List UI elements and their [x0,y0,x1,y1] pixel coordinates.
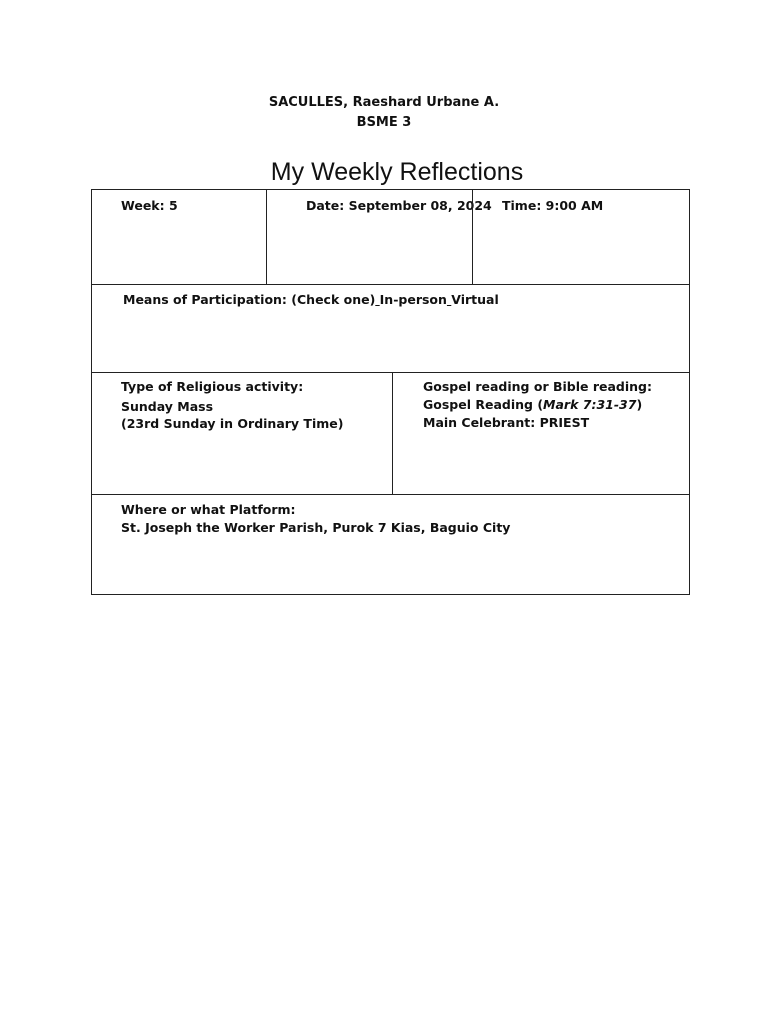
participation-option-virtual: Virtual [451,292,499,307]
reflection-form-table [91,189,690,595]
gospel-reading: Gospel Reading (Mark 7:31-37) [423,397,643,412]
cell-date [266,190,492,284]
activity-value-1: Sunday Mass [121,399,214,414]
row-participation [92,285,689,373]
student-course: BSME 3 [356,115,412,130]
activity-value-2: (23rd Sunday in Ordinary Time) [121,416,344,431]
cell-time [472,190,689,284]
platform-value: St. Joseph the Worker Parish, Purok 7 Kias, Baguio City [121,520,511,535]
participation-text [123,292,499,307]
participation-option-in-person: In-person [379,292,447,307]
cell-week [92,190,266,284]
activity-label: Type of Religious activity: [121,379,304,394]
platform-label: Where or what Platform: [121,502,296,517]
gospel-label: Gospel reading or Bible reading: [423,379,652,394]
time-text: Time: 9:00 AM [502,198,604,213]
row-platform [92,495,689,596]
cell-activity [92,373,392,494]
cell-gospel [392,373,689,494]
student-name: SACULLES, Raeshard Urbane A. [268,95,500,110]
week-text: Week: 5 [121,198,178,213]
row-week-date-time [92,190,689,285]
gospel-reference: Mark 7:31-37 [543,397,637,412]
participation-label: Means of Participation: (Check one) [123,292,376,307]
page-title: My Weekly Reflections [270,158,524,186]
row-activity-gospel [92,373,689,495]
celebrant-text: Main Celebrant: PRIEST [423,415,590,430]
date-text: Date: September 08, 2024 [306,198,492,213]
